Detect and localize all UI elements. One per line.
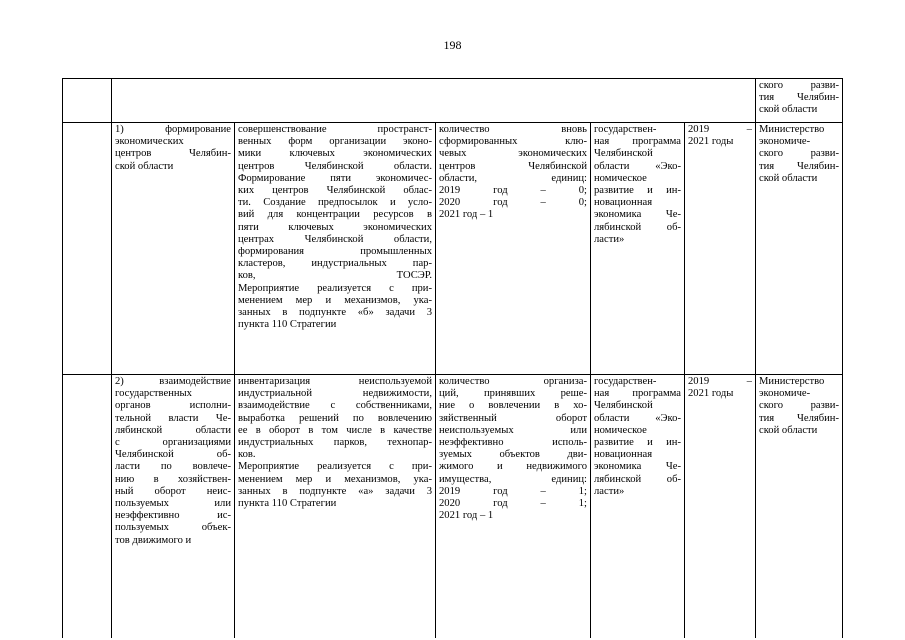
cell-text-line: Челябинской xyxy=(594,148,653,160)
cell-text-line: новационная xyxy=(594,197,653,209)
table-rule-v xyxy=(590,122,591,638)
cell-text-line: центров Челябин- xyxy=(115,148,231,160)
cell-text-line: 2020 год – 1; xyxy=(439,498,587,510)
cell-text-line: экономиче- xyxy=(759,388,811,400)
cell-text-line: Челябинской об- xyxy=(115,449,231,461)
table-cell-period xyxy=(688,376,752,638)
table-cell-task xyxy=(115,376,231,638)
cell-text-line: нию в хозяйствен- xyxy=(115,473,231,485)
cell-text-line: формирования промышленных xyxy=(238,246,432,258)
cell-text-line: занных в подпункте «б» задачи 3 xyxy=(238,307,432,319)
table-cell-executor xyxy=(759,376,839,638)
cell-text-line: ской области xyxy=(759,172,818,184)
cell-text-line: 2021 годы xyxy=(688,388,734,400)
cell-text-line: индустриальных парков, технопар- xyxy=(238,437,432,449)
cell-text-line: Мероприятие реализуется с при- xyxy=(238,282,432,294)
cell-text-line: развитие и ин- xyxy=(594,437,681,449)
cell-text-line: лябинской об- xyxy=(594,473,681,485)
cell-text-line: менением мер и механизмов, ука- xyxy=(238,473,432,485)
cell-text-line: тия Челябин- xyxy=(759,160,839,172)
cell-text-line: вий для концентрации ресурсов в xyxy=(238,209,432,221)
table-rule-h xyxy=(62,374,842,375)
cell-text-line: венных форм организации эконо- xyxy=(238,136,432,148)
cell-text-line: занных в подпункте «а» задачи 3 xyxy=(238,485,432,497)
table-cell-executor xyxy=(759,80,839,122)
table-rule-v xyxy=(111,78,112,638)
cell-text-line: сформированных клю- xyxy=(439,136,587,148)
cell-text-line: органов исполни- xyxy=(115,400,231,412)
cell-text-line: области, единиц: xyxy=(439,172,587,184)
table-rule-h xyxy=(62,78,842,79)
cell-text-line: экономических xyxy=(115,136,184,148)
table-cell-program xyxy=(594,376,681,638)
cell-text-line: Министерство xyxy=(759,124,825,135)
cell-text-line: Министерство xyxy=(759,376,825,387)
table-rule-v xyxy=(62,78,63,638)
cell-text-line: ких центров Челябинской облас- xyxy=(238,185,432,197)
cell-text-line: ная программа xyxy=(594,136,681,148)
cell-text-line: новационная xyxy=(594,449,653,461)
table-cell-executor xyxy=(759,124,839,374)
table-cell-measure xyxy=(238,124,432,374)
cell-text-line: ков. xyxy=(238,449,256,461)
cell-text-line: центрах Челябинской области, xyxy=(238,233,432,245)
cell-text-line: 2021 год – 1 xyxy=(439,510,494,522)
cell-text-line: ской области xyxy=(759,424,818,436)
cell-text-line: количество вновь xyxy=(439,124,587,135)
cell-text-line: 1) формирование xyxy=(115,124,231,135)
cell-text-line: пункта 110 Стратегии xyxy=(238,498,337,510)
cell-text-line: взаимодействие с собственниками, xyxy=(238,400,432,412)
page-number: 198 xyxy=(443,38,462,52)
cell-text-line: выработка решений по вовлечению xyxy=(238,412,432,424)
cell-text-line: тия Челябин- xyxy=(759,412,839,424)
cell-text-line: ского разви- xyxy=(759,148,839,160)
cell-text-line: тия Челябин- xyxy=(759,92,839,104)
cell-text-line: Челябинской xyxy=(594,400,653,412)
cell-text-line: государствен- xyxy=(594,124,657,135)
table-cell-indicator xyxy=(439,124,587,374)
cell-text-line: лябинской области xyxy=(115,424,231,436)
cell-text-line: ласти по вовлече- xyxy=(115,461,231,473)
cell-text-line: неэффективно ис- xyxy=(115,510,231,522)
cell-text-line: Мероприятие реализуется с при- xyxy=(238,461,432,473)
cell-text-line: центров Челябинской xyxy=(439,160,587,172)
cell-text-line: мики ключевых экономических xyxy=(238,148,432,160)
cell-text-line: области «Эко- xyxy=(594,160,681,172)
cell-text-line: ласти» xyxy=(594,485,625,497)
table-rule-v xyxy=(842,78,843,638)
cell-text-line: ние о вовлечении в хо- xyxy=(439,400,587,412)
cell-text-line: менением мер и механизмов, ука- xyxy=(238,294,432,306)
cell-text-line: жимого и недвижимого xyxy=(439,461,587,473)
table-cell-period xyxy=(688,124,752,374)
cell-text-line: номическое xyxy=(594,424,647,436)
cell-text-line: экономиче- xyxy=(759,136,811,148)
cell-text-line: ской области xyxy=(759,104,818,116)
cell-text-line: 2019 год – 1; xyxy=(439,485,587,497)
cell-text-line: с организациями xyxy=(115,437,231,449)
table-cell-task xyxy=(115,124,231,374)
cell-text-line: 2019 – xyxy=(688,124,752,135)
table-rule-v xyxy=(684,122,685,638)
cell-text-line: номическое xyxy=(594,172,647,184)
cell-text-line: 2021 год – 1 xyxy=(439,209,494,221)
cell-text-line: экономика Че- xyxy=(594,209,681,221)
table-cell-measure xyxy=(238,376,432,638)
cell-text-line: 2019 – xyxy=(688,376,752,387)
cell-text-line: пользуемых или xyxy=(115,498,231,510)
document-table xyxy=(62,78,842,638)
cell-text-line: ласти» xyxy=(594,233,625,245)
cell-text-line: Формирование пяти экономичес- xyxy=(238,172,432,184)
cell-text-line: пользуемых объек- xyxy=(115,522,231,534)
cell-text-line: тов движимого и xyxy=(115,534,192,546)
table-cell-indicator xyxy=(439,376,587,638)
cell-text-line: ского разви- xyxy=(759,400,839,412)
cell-text-line: 2021 годы xyxy=(688,136,734,148)
cell-text-line: ее в оборот в том числе в качестве xyxy=(238,424,432,436)
cell-text-line: неэффективно исполь- xyxy=(439,437,587,449)
cell-text-line: совершенствование пространст- xyxy=(238,124,432,135)
cell-text-line: количество организа- xyxy=(439,376,587,387)
cell-text-line: зяйственный оборот xyxy=(439,412,587,424)
table-rule-v xyxy=(234,122,235,638)
cell-text-line: ная программа xyxy=(594,388,681,400)
cell-text-line: государственных xyxy=(115,388,192,400)
cell-text-line: области «Эко- xyxy=(594,412,681,424)
cell-text-line: развитие и ин- xyxy=(594,185,681,197)
cell-text-line: чевых экономических xyxy=(439,148,587,160)
cell-text-line: ти. Создание предпосылок и усло- xyxy=(238,197,432,209)
cell-text-line: зуемых объектов дви- xyxy=(439,449,587,461)
cell-text-line: экономика Че- xyxy=(594,461,681,473)
cell-text-line: ный оборот неис- xyxy=(115,485,231,497)
cell-text-line: кластеров, индустриальных пар- xyxy=(238,258,432,270)
table-rule-h xyxy=(62,122,842,123)
cell-text-line: инвентаризация неиспользуемой xyxy=(238,376,432,387)
cell-text-line: пункта 110 Стратегии xyxy=(238,319,337,331)
cell-text-line: 2019 год – 0; xyxy=(439,185,587,197)
cell-text-line: государствен- xyxy=(594,376,657,387)
cell-text-line: 2020 год – 0; xyxy=(439,197,587,209)
cell-text-line: ков, ТОСЭР. xyxy=(238,270,432,282)
table-rule-v xyxy=(755,78,756,638)
cell-text-line: пяти ключевых экономических xyxy=(238,221,432,233)
cell-text-line: тельной власти Че- xyxy=(115,412,231,424)
table-rule-v xyxy=(435,122,436,638)
cell-text-line: центров Челябинской области. xyxy=(238,160,432,172)
cell-text-line: 2) взаимодействие xyxy=(115,376,231,387)
cell-text-line: ций, принявших реше- xyxy=(439,388,587,400)
table-cell-program xyxy=(594,124,681,374)
cell-text-line: неиспользуемых или xyxy=(439,424,587,436)
cell-text-line: ской области xyxy=(115,160,174,172)
cell-text-line: лябинской об- xyxy=(594,221,681,233)
cell-text-line: индустриальной недвижимости, xyxy=(238,388,432,400)
cell-text-line: имущества, единиц: xyxy=(439,473,587,485)
cell-text-line: ского разви- xyxy=(759,80,839,91)
